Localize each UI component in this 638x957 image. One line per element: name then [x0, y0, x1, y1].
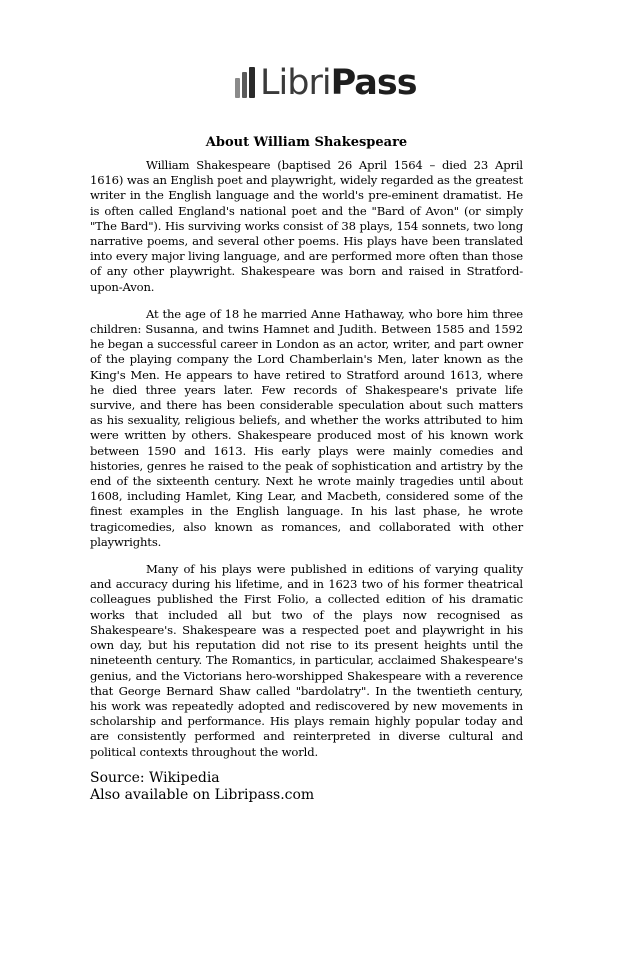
book-spine-mid	[242, 72, 247, 98]
availability-line: Also available on Libripass.com	[90, 787, 315, 803]
article-body	[90, 158, 523, 772]
logo-word-libri: Libri	[260, 62, 331, 103]
libripass-logo	[234, 60, 417, 106]
page-title: About William Shakespeare	[205, 135, 408, 150]
logo-word-pass: Pass	[330, 62, 417, 103]
book-spine-light	[235, 78, 240, 98]
logo-wordmark	[260, 62, 417, 103]
source-block	[90, 770, 530, 804]
paragraph-2: At the age of 18 he married Anne Hathaway, who bore him three children: Susanna, and twins Hamnet and Judith. Between 1585 and 1592 he began a successful career in London as an actor, writer, and part owner of the playing company the Lord Chamberlain's Men, later known as the King's Men. He appears to have retired to Stratford around 1613, where he died three years later. Few records of Shakespeare's private life survive, and there has been considerable speculation about such matters as his sexuality, religious beliefs, and whether the works attributed to him were written by others. Shakespeare produced most of his known work between 1590 and 1613. His early plays were mainly comedies and histories, genres he raised to the peak of sophistication and artistry by the end of the sixteenth century. Next he wrote mainly tragedies until about 1608, including Hamlet, King Lear, and Macbeth, considered some of the finest examples in the English language. In his last phase, he wrote tragicomedies, also known as romances, and collaborated with other playwrights.	[90, 306, 523, 549]
paragraph-3: Many of his plays were published in editions of varying quality and accuracy during his lifetime, and in 1623 two of his former theatrical colleagues published the First Folio, a collected edition of his dramatic works that included all but two of the plays now recognised as Shakespeare's. Shakespeare was a respected poet and playwright in his own day, but his reputation did not rise to its present heights until the nineteenth century. The Romantics, in particular, acclaimed Shakespeare's genius, and the Victorians hero-worshipped Shakespeare with a reverence that George Bernard Shaw called "bardolatry". In the twentieth century, his work was repeatedly adopted and rediscovered by new movements in scholarship and performance. His plays remain highly popular today and are consistently performed and reinterpreted in diverse cultural and political contexts throughout the world.	[90, 562, 523, 759]
book-stack-icon	[234, 66, 256, 100]
book-spine-dark	[249, 67, 255, 98]
source-line: Source: Wikipedia	[90, 770, 220, 786]
paragraph-1: William Shakespeare (baptised 26 April 1564 – died 23 April 1616) was an English poet and playwright, widely regarded as the greatest writer in the English language and the world's pre-eminent dramatist. He is often called England's national poet and the "Bard of Avon" (or simply "The Bard"). His surviving works consist of 38 plays, 154 sonnets, two long narrative poems, and several other poems. His plays have been translated into every major living language, and are performed more often than those of any other playwright. Shakespeare was born and raised in Stratford-upon-Avon.	[90, 158, 523, 294]
